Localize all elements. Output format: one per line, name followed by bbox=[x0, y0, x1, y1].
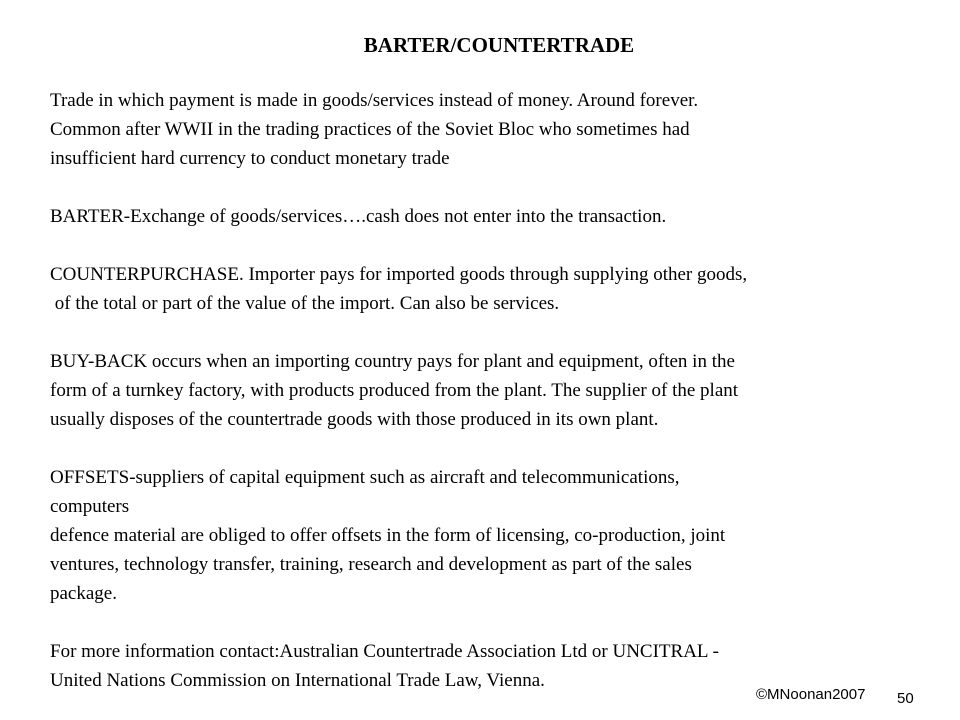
text-line: form of a turnkey factory, with products produced from the plant. The supplier of the plant bbox=[50, 380, 739, 401]
text-line: BUY-BACK occurs when an importing country pays for plant and equipment, often in the bbox=[50, 351, 735, 372]
paragraph-definition bbox=[50, 86, 930, 173]
text-line: BARTER-Exchange of goods/services….cash does not enter into the transaction. bbox=[50, 206, 667, 227]
copyright-notice: ©MNoonan2007 bbox=[756, 686, 866, 703]
page-number: 50 bbox=[897, 690, 914, 707]
text-line: Trade in which payment is made in goods/services instead of money. Around forever. bbox=[50, 90, 699, 111]
text-line: For more information contact:Australian Countertrade Association Ltd or UNCITRAL - bbox=[50, 641, 719, 662]
slide-title: BARTER/COUNTERTRADE bbox=[363, 33, 635, 57]
text-line: of the total or part of the value of the import. Can also be services. bbox=[50, 293, 560, 314]
text-line: Common after WWII in the trading practices of the Soviet Bloc who sometimes had bbox=[50, 119, 690, 140]
text-line: usually disposes of the countertrade goods with those produced in its own plant. bbox=[50, 409, 659, 430]
text-line: defence material are obliged to offer offsets in the form of licensing, co-production, joint bbox=[50, 525, 726, 546]
text-line: insufficient hard currency to conduct monetary trade bbox=[50, 148, 450, 169]
paragraph-offsets bbox=[50, 463, 930, 608]
text-line: ventures, technology transfer, training, research and development as part of the sales bbox=[50, 554, 692, 575]
paragraph-buy-back bbox=[50, 347, 930, 434]
text-line: OFFSETS-suppliers of capital equipment such as aircraft and telecommunications, bbox=[50, 467, 680, 488]
text-line: package. bbox=[50, 583, 117, 604]
text-line: United Nations Commission on International Trade Law, Vienna. bbox=[50, 670, 545, 691]
text-line: computers bbox=[50, 496, 130, 517]
text-line: COUNTERPURCHASE. Importer pays for imported goods through supplying other goods, bbox=[50, 264, 748, 285]
paragraph-counterpurchase bbox=[50, 260, 930, 318]
slide-body bbox=[50, 86, 930, 695]
paragraph-barter bbox=[50, 202, 930, 231]
